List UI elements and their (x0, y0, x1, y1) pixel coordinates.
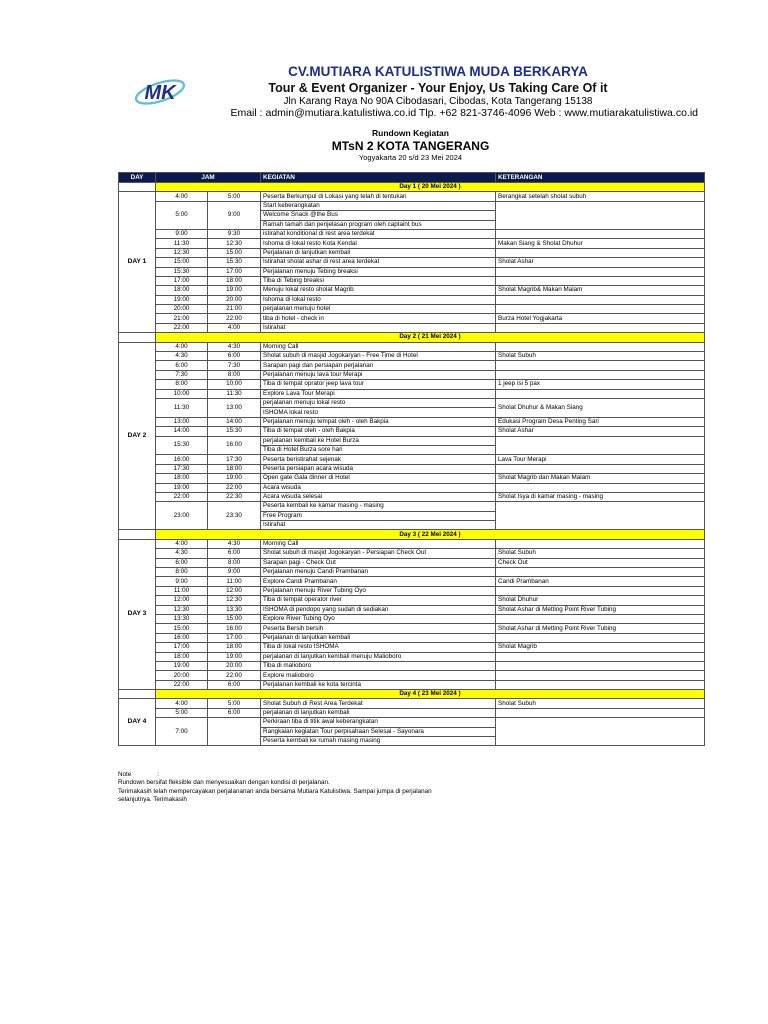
note-cell: Makan Siang & Sholat Dhuhur (496, 239, 705, 248)
day-label: DAY 1 (119, 192, 156, 333)
activity-cell: Sholat subuh di masjid Jogokaryan - Persiapan Check Out (261, 549, 496, 558)
note-cell: Sholat Magrib (496, 643, 705, 652)
note-cell: Lava Tour Merapi (496, 455, 705, 464)
end-time: 18:00 (208, 643, 261, 652)
note-cell (496, 502, 705, 530)
start-time: 7:00 (156, 718, 208, 746)
activity-cell: Perjalanan menuju lava tour Merapi (261, 370, 496, 379)
table-row (119, 267, 705, 276)
note-cell (496, 248, 705, 257)
day-spacer-cell (119, 530, 156, 539)
day-spacer-cell (119, 690, 156, 699)
note-cell: Check Out (496, 558, 705, 567)
end-time: 22:00 (208, 314, 261, 323)
start-time: 17:00 (156, 643, 208, 652)
start-time: 7:30 (156, 370, 208, 379)
start-time: 18:00 (156, 474, 208, 483)
start-time: 10:00 (156, 389, 208, 398)
table-row (119, 229, 705, 238)
activity-cell: Tiba di Tebing breaksi (261, 276, 496, 285)
note-cell: Sholat Dhuhur (496, 596, 705, 605)
note-colon: : (157, 771, 159, 778)
activity-cell: ISHOMA di pendopo yang sudah di sediakan (261, 605, 496, 614)
note-label: Note (118, 771, 132, 778)
activity-cell: perjalanan menuju lokal resto (261, 398, 496, 407)
start-time: 21:00 (156, 314, 208, 323)
table-row (119, 614, 705, 623)
end-time: 11:00 (208, 577, 261, 586)
end-time: 8:00 (208, 370, 261, 379)
end-time: 8:00 (208, 558, 261, 567)
table-row (119, 370, 705, 379)
start-time: 12:00 (156, 596, 208, 605)
end-time: 18:00 (208, 276, 261, 285)
table-row (119, 586, 705, 595)
activity-cell: Peserta beristirahat sejenak (261, 455, 496, 464)
activity-cell: Perjalanan di lanjutkan kembali (261, 248, 496, 257)
start-time: 17:00 (156, 276, 208, 285)
activity-cell: Tiba di tempat oprator jeep lava tour (261, 380, 496, 389)
day-band-row (119, 183, 705, 192)
activity-cell: perjalanan di lanjutkan kembali menuju Malioboro (261, 652, 496, 661)
end-time: 12:00 (208, 586, 261, 595)
note-cell: Sholat Ashar di Metting Point River Tubing (496, 605, 705, 614)
header-jam: JAM (156, 173, 261, 183)
note-cell (496, 361, 705, 370)
note-line: selanjutnya. Terimakasih (118, 796, 187, 804)
start-time: 11:00 (156, 586, 208, 595)
end-time: 4:30 (208, 539, 261, 548)
start-time: 14:00 (156, 427, 208, 436)
table-row (119, 652, 705, 661)
start-time: 13:30 (156, 614, 208, 623)
table-row (119, 624, 705, 633)
header-keterangan: KETERANGAN (496, 173, 705, 183)
end-time: 15:30 (208, 427, 261, 436)
schedule-body (119, 183, 705, 746)
activity-cell: Sarapan pagi - Check Out (261, 558, 496, 567)
activity-cell: Istirahat (261, 521, 496, 530)
day-band: Day 1 ( 20 Mei 2024 ) (156, 183, 705, 192)
note-cell (496, 614, 705, 623)
table-row (119, 295, 705, 304)
table-row (119, 708, 705, 717)
start-time: 9:00 (156, 229, 208, 238)
end-time: 11:30 (208, 389, 261, 398)
end-time: 23:30 (208, 502, 261, 530)
end-time: 17:30 (208, 455, 261, 464)
end-time: 12:30 (208, 596, 261, 605)
activity-cell: Istirahat (261, 323, 496, 332)
activity-cell: Perjalanan menuju Candi Prambanan (261, 568, 496, 577)
table-row (119, 323, 705, 332)
note-cell: Sholat Isya di kamar masing - masing (496, 492, 705, 501)
start-time: 4:00 (156, 699, 208, 708)
start-time: 19:00 (156, 295, 208, 304)
start-time: 19:00 (156, 483, 208, 492)
activity-cell: Morning Call (261, 342, 496, 351)
table-row (119, 483, 705, 492)
activity-cell: perjalanan menuju hotel (261, 305, 496, 314)
end-time: 7:30 (208, 361, 261, 370)
table-row (119, 643, 705, 652)
start-time: 12:30 (156, 248, 208, 257)
table-row (119, 699, 705, 708)
start-time: 22:00 (156, 492, 208, 501)
note-cell: Candi Prambanan (496, 577, 705, 586)
note-cell (496, 652, 705, 661)
end-time: 21:00 (208, 305, 261, 314)
table-row (119, 568, 705, 577)
day-band-row (119, 530, 705, 539)
end-time: 16:00 (208, 624, 261, 633)
table-row (119, 455, 705, 464)
activity-cell: Perjalanan menuju River Tubing Oyo (261, 586, 496, 595)
table-row (119, 352, 705, 361)
note-cell: 1 jeep isi 5 pax (496, 380, 705, 389)
note-cell (496, 633, 705, 642)
end-time: 9:30 (208, 229, 261, 238)
note-cell (496, 680, 705, 689)
note-cell (496, 661, 705, 670)
start-time: 8:00 (156, 380, 208, 389)
note-cell (496, 586, 705, 595)
activity-cell: Peserta kembali ke rumah masing masing (261, 737, 496, 746)
start-time: 15:30 (156, 267, 208, 276)
start-time: 9:00 (156, 577, 208, 586)
activity-cell: Perjalanan menuju tempat oleh - oleh Bakpia (261, 417, 496, 426)
table-row (119, 305, 705, 314)
end-time: 15:00 (208, 614, 261, 623)
table-row (119, 192, 705, 201)
table-row (119, 248, 705, 257)
table-row (119, 436, 705, 445)
start-time: 4:30 (156, 352, 208, 361)
start-time: 22:00 (156, 323, 208, 332)
table-row (119, 464, 705, 473)
day-band-row (119, 333, 705, 342)
end-time: 16:00 (208, 436, 261, 455)
activity-cell: Perjalanan kembali ke kota tercinta (261, 680, 496, 689)
table-row (119, 314, 705, 323)
end-time: 13:30 (208, 605, 261, 614)
table-row (119, 380, 705, 389)
activity-cell: Tiba di lokal resto ISHOMA (261, 643, 496, 652)
start-time: 8:00 (156, 568, 208, 577)
end-time: 15:00 (208, 248, 261, 257)
header-day: DAY (119, 173, 156, 183)
end-time: 10:00 (208, 380, 261, 389)
table-row (119, 718, 705, 727)
start-time: 16:00 (156, 633, 208, 642)
start-time: 4:00 (156, 539, 208, 548)
end-time: 15:30 (208, 258, 261, 267)
start-time: 16:00 (156, 455, 208, 464)
activity-cell: Sholat subuh di masjid Jogokaryan - Free Time di Hotel (261, 352, 496, 361)
table-row (119, 492, 705, 501)
company-logo-icon (132, 72, 188, 112)
start-time: 4:00 (156, 192, 208, 201)
table-row (119, 549, 705, 558)
company-name: CV.MUTIARA KATULISTIWA MUDA BERKARYA (288, 64, 588, 79)
end-time: 5:00 (208, 192, 261, 201)
note-cell (496, 342, 705, 351)
note-cell (496, 276, 705, 285)
activity-cell: perjalanan di lanjutkan kembali (261, 708, 496, 717)
company-tagline: Tour & Event Organizer - Your Enjoy, Us Taking Care Of it (268, 81, 608, 95)
table-row (119, 389, 705, 398)
end-time: 18:00 (208, 464, 261, 473)
end-time: 20:00 (208, 661, 261, 670)
start-time: 20:00 (156, 305, 208, 314)
note-cell (496, 464, 705, 473)
note-cell (496, 718, 705, 746)
activity-cell: Ishoma di lokal resto Kota Kendal (261, 239, 496, 248)
activity-cell: Explore Lava Tour Merapi (261, 389, 496, 398)
day-band: Day 4 ( 23 Mei 2024 ) (156, 690, 705, 699)
company-address: Jln Karang Raya No 90A Cibodasari, Cibodas, Kota Tangerang 15138 (283, 96, 593, 107)
note-cell (496, 370, 705, 379)
activity-cell: Perjalanan di lanjutkan kembali (261, 633, 496, 642)
start-time: 15:30 (156, 436, 208, 455)
activity-cell: Rangkaian kegiatan Tour perpisahaan Selesai - Sayonara (261, 727, 496, 736)
note-cell (496, 305, 705, 314)
end-time: 5:00 (208, 699, 261, 708)
end-time: 17:00 (208, 633, 261, 642)
start-time: 5:00 (156, 201, 208, 229)
table-row (119, 596, 705, 605)
start-time: 23:00 (156, 502, 208, 530)
activity-cell: Explore malioboro (261, 671, 496, 680)
day-band: Day 2 ( 21 Mei 2024 ) (156, 333, 705, 342)
table-row (119, 398, 705, 407)
note-cell (496, 267, 705, 276)
table-row (119, 577, 705, 586)
note-cell (496, 229, 705, 238)
start-time: 18:00 (156, 652, 208, 661)
end-time: 19:00 (208, 652, 261, 661)
start-time: 4:00 (156, 342, 208, 351)
note-cell (496, 323, 705, 332)
day-label: DAY 3 (119, 539, 156, 689)
note-cell (496, 436, 705, 455)
activity-cell: Istirahat sholat ashar di rest area terdekat (261, 258, 496, 267)
activity-cell: Welcome Snack @the Bus (261, 211, 496, 220)
activity-cell: Menuju lokal resto sholat Magrib (261, 286, 496, 295)
activity-cell: Open gate Gala dinner di Hotel (261, 474, 496, 483)
note-cell (496, 295, 705, 304)
note-cell: Sholat Subuh (496, 549, 705, 558)
day-band-row (119, 690, 705, 699)
table-row (119, 680, 705, 689)
activity-cell: Sholat Subuh di Rest Area Terdekat (261, 699, 496, 708)
end-time: 22:30 (208, 492, 261, 501)
start-time: 22:00 (156, 680, 208, 689)
activity-cell: Peserta kembali ke kamar masing - masing (261, 502, 496, 511)
svg-text:MK: MK (144, 82, 176, 104)
note-cell: Sholat Ashar di Metting Point River Tubing (496, 624, 705, 633)
activity-cell: Tiba di malioboro (261, 661, 496, 670)
table-row (119, 661, 705, 670)
note-heading (118, 771, 518, 779)
table-row (119, 671, 705, 680)
schedule-table (118, 172, 705, 746)
start-time: 13:00 (156, 417, 208, 426)
end-time: 13:00 (208, 398, 261, 417)
note-line: Terimakasih telah mempercayakan perjalananan anda bersama Mutiara Katulistiwa. Sampai jumpa di perjalanan (118, 787, 432, 795)
note-cell: Sholat Ashar (496, 427, 705, 436)
activity-cell: perjalanan kembali ke Hotel Burza (261, 436, 496, 445)
table-row (119, 201, 705, 210)
end-time: 4:00 (208, 323, 261, 332)
activity-cell: Ramah tamah dan penjelasan program oleh captaint bus (261, 220, 496, 229)
end-time (208, 718, 261, 746)
activity-cell: Peserta Berkumpul di Lokasi yang telah di tentukan (261, 192, 496, 201)
start-time: 18:00 (156, 286, 208, 295)
table-row (119, 286, 705, 295)
end-time: 19:00 (208, 474, 261, 483)
note-cell: Sholat Magrib& Makan Malam (496, 286, 705, 295)
start-time: 11:30 (156, 398, 208, 417)
table-row (119, 361, 705, 370)
header-kegiatan: KEGIATAN (261, 173, 496, 183)
table-row (119, 239, 705, 248)
day-spacer-cell (119, 183, 156, 192)
rundown-title: Rundown Kegiatan (372, 128, 449, 138)
note-cell (496, 201, 705, 229)
start-time: 15:00 (156, 258, 208, 267)
start-time: 20:00 (156, 671, 208, 680)
day-band: Day 3 ( 22 Mei 2024 ) (156, 530, 705, 539)
table-row (119, 558, 705, 567)
start-time: 12:30 (156, 605, 208, 614)
end-time: 22:00 (208, 671, 261, 680)
note-line: Rundown bersifat fleksible dan menyesuaikan dengan kondisi di perjalanan. (118, 779, 330, 787)
note-cell: Sholat Dhuhur & Makan Siang (496, 398, 705, 417)
rundown-school: MTsN 2 KOTA TANGERANG (331, 139, 490, 153)
end-time: 6:00 (208, 352, 261, 361)
end-time: 17:00 (208, 267, 261, 276)
end-time: 12:30 (208, 239, 261, 248)
table-row (119, 276, 705, 285)
end-time: 14:00 (208, 417, 261, 426)
table-header-row (119, 173, 705, 183)
start-time: 11:30 (156, 239, 208, 248)
note-cell: Sholat Subuh (496, 352, 705, 361)
activity-cell: Explore River Tubing Oyo (261, 614, 496, 623)
note-cell: Burza Hotel Yogjakarta (496, 314, 705, 323)
table-row (119, 427, 705, 436)
activity-cell: Tiba di tempat oleh - oleh Bakpia (261, 427, 496, 436)
table-row (119, 502, 705, 511)
rundown-date: Yogyakarta 20 s/d 23 Mei 2024 (358, 153, 463, 162)
table-row (119, 539, 705, 548)
activity-cell: Peserta persiapan acara wisuda (261, 464, 496, 473)
activity-cell: Tiba di Hotel Burza sore hari (261, 445, 496, 454)
activity-cell: tiba di hotel - check in (261, 314, 496, 323)
activity-cell: Free Program (261, 511, 496, 520)
table-row (119, 633, 705, 642)
start-time: 5:00 (156, 708, 208, 717)
note-cell (496, 539, 705, 548)
table-row (119, 258, 705, 267)
start-time: 6:00 (156, 558, 208, 567)
activity-cell: Perjalanan menuju Tebing breaksi (261, 267, 496, 276)
activity-cell: Explore Candi Prambanan (261, 577, 496, 586)
start-time: 19:00 (156, 661, 208, 670)
activity-cell: Morning Call (261, 539, 496, 548)
activity-cell: Start keberangkatan (261, 201, 496, 210)
notes-section (118, 771, 518, 805)
activity-cell: Perkiraan tiba di titik awal keberangkatan (261, 718, 496, 727)
table-row (119, 605, 705, 614)
activity-cell: Ishoma di lokal resto (261, 295, 496, 304)
start-time: 6:00 (156, 361, 208, 370)
activity-cell: ISHOMA lokal resto (261, 408, 496, 417)
note-cell: Sholat Ashar (496, 258, 705, 267)
activity-cell: Acara wisuda (261, 483, 496, 492)
note-cell (496, 483, 705, 492)
end-time: 4:30 (208, 342, 261, 351)
start-time: 17:30 (156, 464, 208, 473)
end-time: 22:00 (208, 483, 261, 492)
day-label: DAY 4 (119, 699, 156, 746)
end-time: 6:00 (208, 708, 261, 717)
activity-cell: Tiba di tempat operator river (261, 596, 496, 605)
table-row (119, 474, 705, 483)
note-cell: Sholat Subuh (496, 699, 705, 708)
note-cell (496, 671, 705, 680)
end-time: 9:00 (208, 568, 261, 577)
end-time: 9:00 (208, 201, 261, 229)
note-cell (496, 389, 705, 398)
end-time: 19:00 (208, 286, 261, 295)
end-time: 6:00 (208, 549, 261, 558)
activity-cell: Acara wisuda selesai (261, 492, 496, 501)
end-time: 20:00 (208, 295, 261, 304)
note-cell (496, 708, 705, 717)
start-time: 15:00 (156, 624, 208, 633)
day-label: DAY 2 (119, 342, 156, 530)
day-spacer-cell (119, 333, 156, 342)
company-contact: Email : admin@mutiara.katulistiwa.co.id Tlp. +62 821-3746-4096 Web : www.mutiarakatulistiwa.co.id (230, 107, 698, 119)
end-time: 6:00 (208, 680, 261, 689)
note-cell: Berangkat setelah sholat subuh (496, 192, 705, 201)
table-row (119, 417, 705, 426)
start-time: 4:30 (156, 549, 208, 558)
table-row (119, 342, 705, 351)
activity-cell: Peserta Bersih bersih (261, 624, 496, 633)
activity-cell: Sarapan pagi dan persiapan perjalanan (261, 361, 496, 370)
note-cell: Sholat Magrib dan Makan Malam (496, 474, 705, 483)
note-cell: Edukasi Program Desa Penting Sari (496, 417, 705, 426)
note-cell (496, 568, 705, 577)
activity-cell: istirahat konditional di rest area terdekat (261, 229, 496, 238)
